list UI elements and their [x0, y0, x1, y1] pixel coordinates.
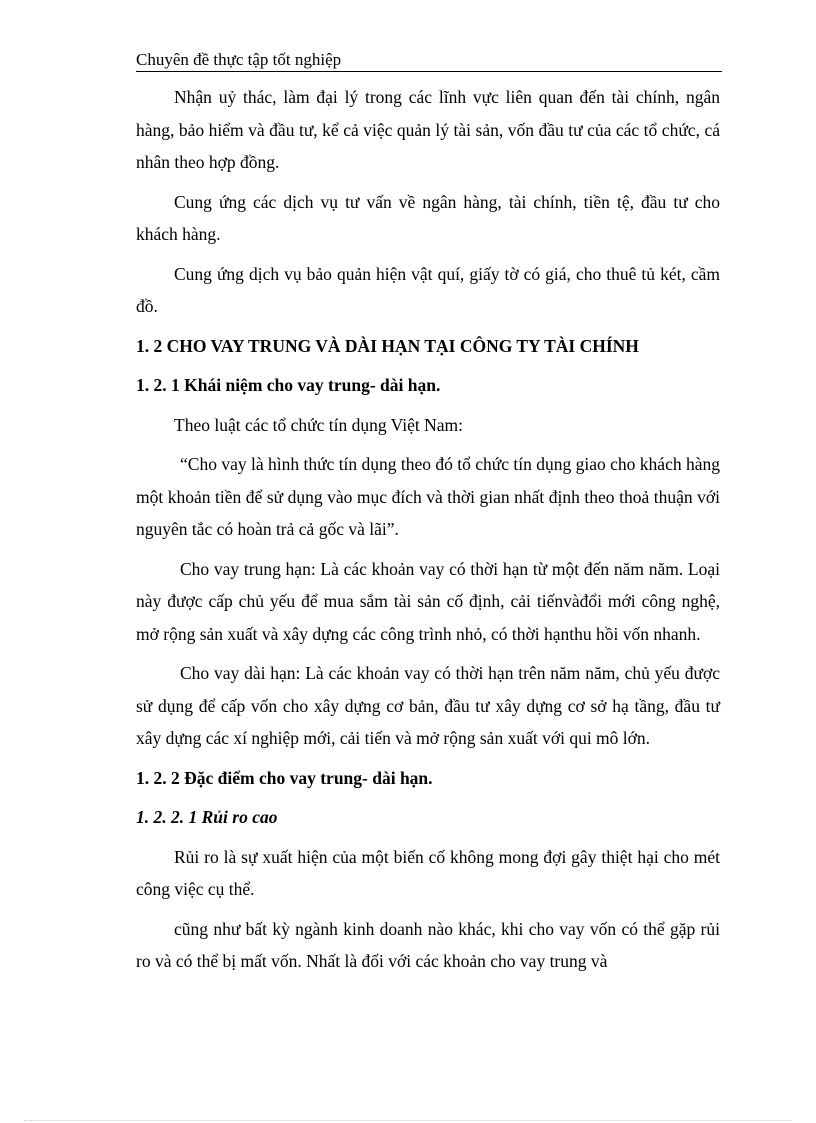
subsubsection-heading-risk: 1. 2. 2. 1 Rủi ro cao — [136, 807, 278, 827]
document-title: Chuyên đề thực tập tốt nghiệp — [136, 50, 342, 69]
page-bottom-rule — [24, 1120, 792, 1121]
page-header — [136, 50, 722, 72]
paragraph-long-term: Cho vay dài hạn: Là các khoản vay có thời hạn trên năm năm, chủ yếu được sử dụng để cấp vốn cho xây dựng cơ bản, đầu tư xây dựng cơ sở hạ tầng, đầu tư xây dựng các xí nghiệp mới, cải tiến và mở rộng sản xuất với qui mô lớn. — [136, 663, 720, 748]
paragraph-law-intro: Theo luật các tổ chức tín dụng Việt Nam: — [174, 414, 463, 435]
section-heading: 1. 2 CHO VAY TRUNG VÀ DÀI HẠN TẠI CÔNG TY TÀI CHÍNH — [136, 335, 639, 356]
paragraph-consulting: Cung ứng các dịch vụ tư vấn về ngân hàng, tài chính, tiền tệ, đầu tư cho khách hàng. — [136, 191, 720, 244]
paragraph-safekeeping: Cung ứng dịch vụ bảo quản hiện vật quí, giấy tờ có giá, cho thuê tủ két, cầm đồ. — [136, 263, 720, 316]
paragraph-law-quote: “Cho vay là hình thức tín dụng theo đó tổ chức tín dụng giao cho khách hàng một khoản tiền để sử dụng vào mục đích và thời gian nhất định theo thoả thuận với nguyên tắc có hoàn trả cả gốc và lãi”. — [136, 454, 720, 539]
paragraph-risk-definition: Rủi ro là sự xuất hiện của một biến cố không mong đợi gây thiệt hại cho mét công việc cụ thể. — [136, 846, 720, 899]
paragraph-trust-agency: Nhận uỷ thác, làm đại lý trong các lĩnh vực liên quan đến tài chính, ngân hàng, bảo hiểm và đầu tư, kể cả việc quản lý tài sản, vốn đầu tư của các tổ chức, cá nhân theo hợp đồng. — [136, 87, 720, 172]
paragraph-medium-term: Cho vay trung hạn: Là các khoản vay có thời hạn từ một đến năm năm. Loại này được cấp chủ yếu để mua sắm tài sản cố định, cải tiếnvàđổi mới công nghệ, mở rộng sản xuất và xây dựng các công trình nhỏ, có thời hạnthu hồi vốn nhanh. — [136, 558, 720, 644]
document-body — [136, 81, 720, 985]
subsection-heading-concept: 1. 2. 1 Khái niệm cho vay trung- dài hạn. — [136, 375, 441, 395]
paragraph-risk-lending: cũng như bất kỳ ngành kinh doanh nào khác, khi cho vay vốn có thể gặp rủi ro và có thể bị mất vốn. Nhất là đối với các khoản cho vay trung và — [136, 918, 720, 971]
subsection-heading-characteristics: 1. 2. 2 Đặc điểm cho vay trung- dài hạn. — [136, 767, 433, 788]
